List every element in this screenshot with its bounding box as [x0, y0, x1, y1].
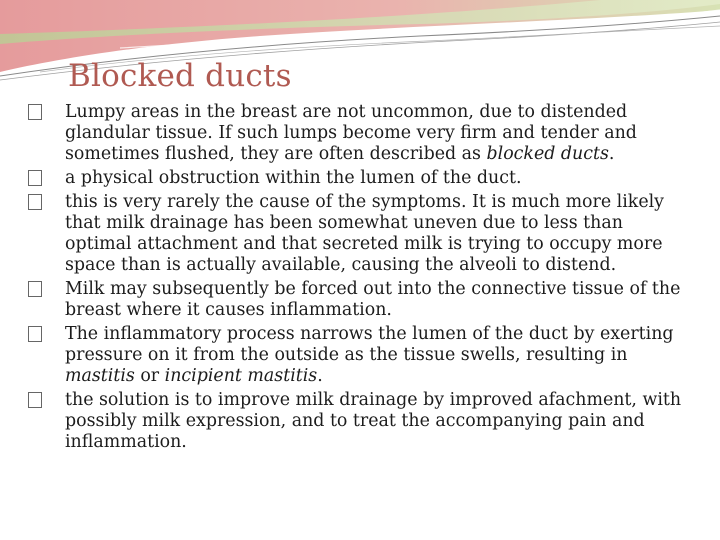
- bullet-item: [28, 390, 690, 453]
- bullet-marker-icon: [28, 392, 42, 408]
- bullet-text: Lumpy areas in the breast are not uncommon, due to distended glandular tissue. If such lumps become very firm and tender and sometimes flushed, they are often described as: [65, 102, 637, 164]
- bullet-text: Milk may subsequently be forced out into the connective tissue of the breast where it causes inflammation.: [65, 279, 681, 320]
- bullet-text: or: [134, 366, 165, 386]
- bullet-marker-icon: [28, 104, 42, 120]
- bullet-emphasis: incipient mastitis: [164, 366, 318, 386]
- bullet-text: the solution is to improve milk drainage by improved afachment, with possibly milk expression, and to treat the accompanying pain and inflammation.: [65, 390, 682, 452]
- bullet-marker-icon: [28, 194, 42, 210]
- bullet-list: [28, 102, 690, 456]
- bullet-item: [28, 279, 690, 321]
- bullet-text: The inflammatory process narrows the lumen of the duct by exerting pressure on it from the outside as the tissue swells, resulting in: [65, 324, 674, 365]
- bullet-item: [28, 168, 690, 189]
- bullet-marker-icon: [28, 170, 42, 186]
- bullet-emphasis: blocked ducts: [486, 144, 609, 164]
- bullet-text: a physical obstruction within the lumen of the duct.: [65, 168, 522, 188]
- bullet-marker-icon: [28, 326, 42, 342]
- bullet-emphasis: mastitis: [65, 366, 135, 386]
- bullet-item: [28, 102, 690, 165]
- slide-title: Blocked ducts: [68, 58, 292, 94]
- bullet-text: .: [608, 144, 615, 164]
- bullet-text: .: [317, 366, 323, 386]
- bullet-marker-icon: [28, 281, 42, 297]
- bullet-item: [28, 192, 690, 276]
- bullet-item: [28, 324, 690, 387]
- bullet-text: this is very rarely the cause of the symptoms. It is much more likely that milk drainage has been somewhat uneven due to less than optimal attachment and that secreted milk is trying to occupy more space than is actually available, causing the alveoli to distend.: [65, 192, 665, 275]
